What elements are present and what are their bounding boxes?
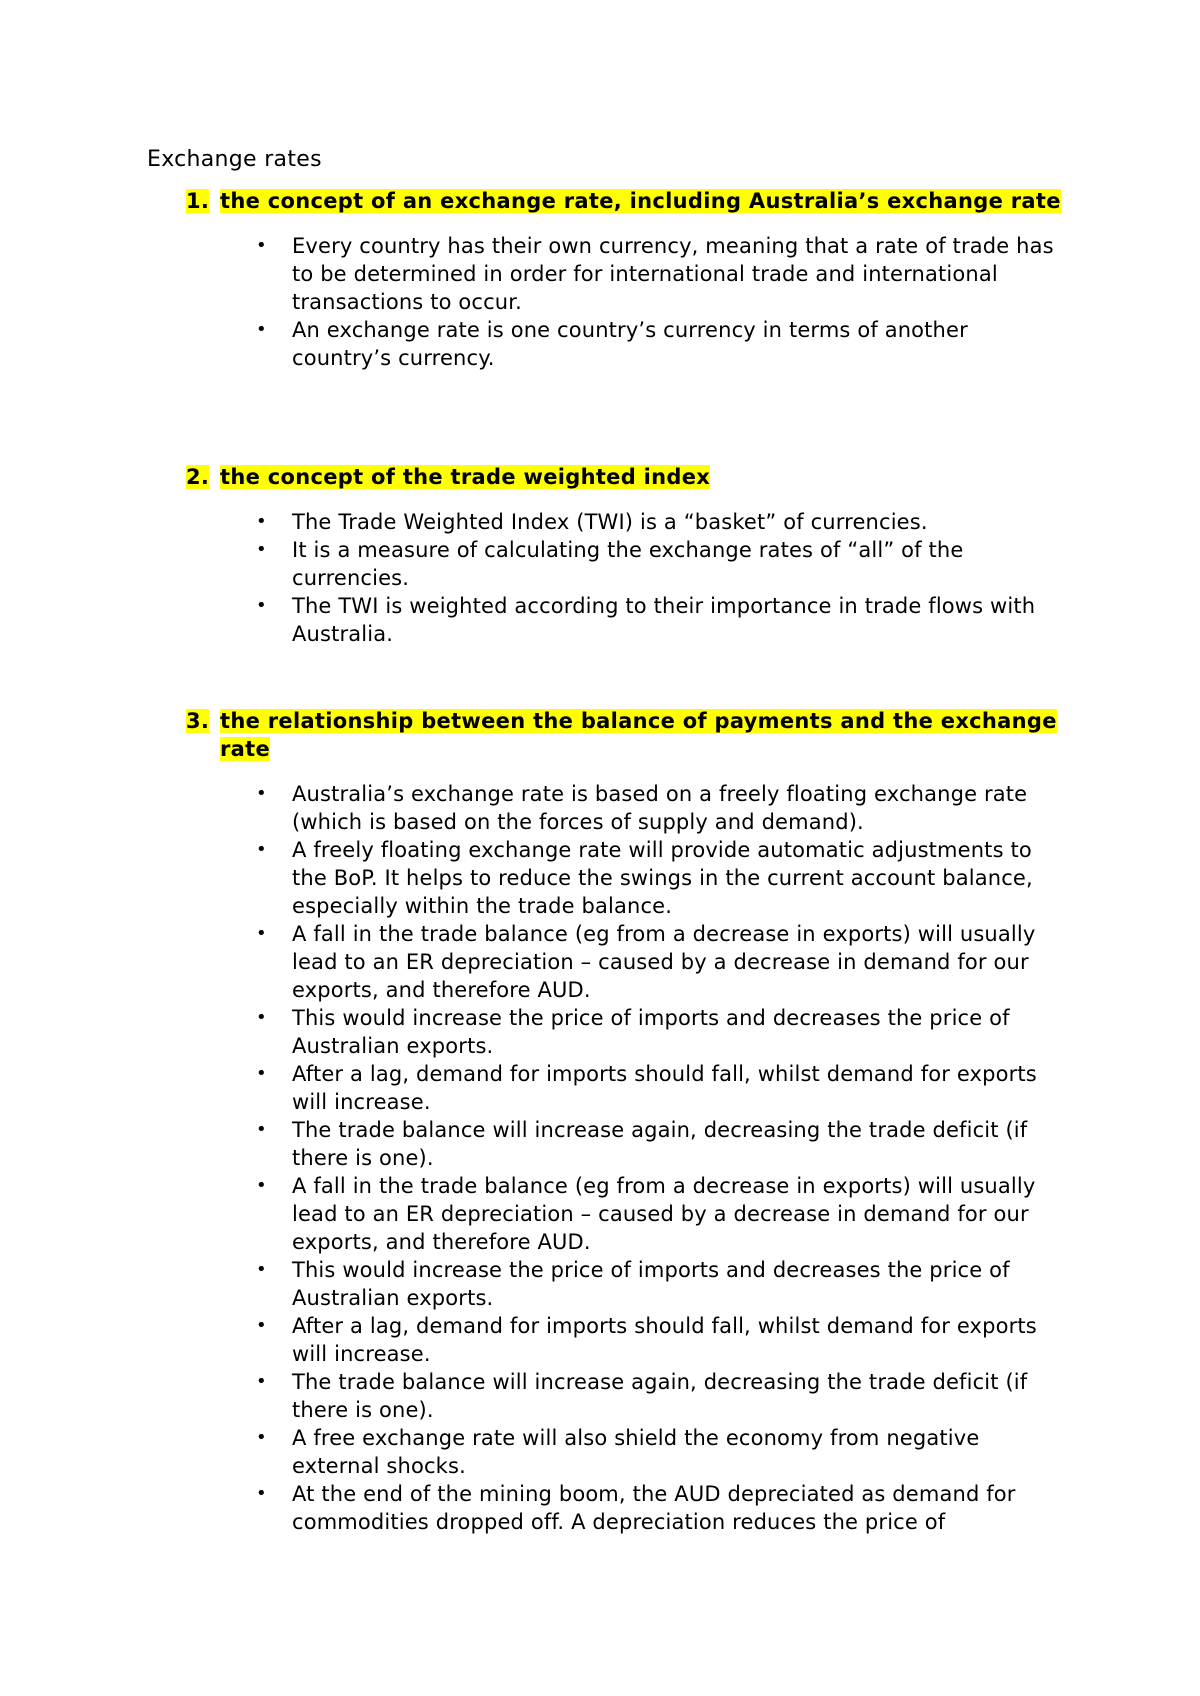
bullet-icon: • <box>256 923 267 944</box>
bullet-icon: • <box>256 539 267 560</box>
bullet-icon: • <box>256 319 267 340</box>
bullet-list <box>0 508 1200 648</box>
list-item: • Every country has their own currency, meaning that a rate of trade has to be determined in order for international trade and international transactions to occur. <box>256 234 1054 314</box>
bullet-icon: • <box>256 1315 267 1336</box>
section-3 <box>0 707 1200 1536</box>
section-1 <box>0 187 1200 372</box>
section-heading <box>186 707 1066 763</box>
list-item: • Australia’s exchange rate is based on a freely floating exchange rate (which is based on the forces of supply and demand). <box>256 782 1028 834</box>
bullet-icon: • <box>256 235 267 256</box>
section-heading <box>186 463 1066 491</box>
bullet-icon: • <box>256 1483 267 1504</box>
bullet-icon: • <box>256 1119 267 1140</box>
section-number: 1. <box>186 189 210 213</box>
list-item: • This would increase the price of imports and decreases the price of Australian exports. <box>256 1258 1010 1310</box>
bullet-icon: • <box>256 1063 267 1084</box>
list-item: • It is a measure of calculating the exchange rates of “all” of the currencies. <box>256 538 964 590</box>
section-heading <box>186 187 1066 215</box>
bullet-icon: • <box>256 783 267 804</box>
list-item: • A fall in the trade balance (eg from a decrease in exports) will usually lead to an ER depreciation – caused by a decrease in demand for our exports, and therefore AUD. <box>256 1174 1036 1254</box>
list-item: • A fall in the trade balance (eg from a decrease in exports) will usually lead to an ER depreciation – caused by a decrease in demand for our exports, and therefore AUD. <box>256 922 1036 1002</box>
bullet-icon: • <box>256 1371 267 1392</box>
bullet-icon: • <box>256 839 267 860</box>
section-heading-text: the relationship between the balance of payments and the exchange rate <box>220 709 1057 761</box>
list-item: • After a lag, demand for imports should fall, whilst demand for exports will increase. <box>256 1314 1037 1366</box>
bullet-icon: • <box>256 1427 267 1448</box>
section-number: 3. <box>186 709 210 733</box>
list-item: • This would increase the price of imports and decreases the price of Australian exports. <box>256 1006 1010 1058</box>
bullet-icon: • <box>256 1007 267 1028</box>
section-number: 2. <box>186 465 210 489</box>
bullet-icon: • <box>256 595 267 616</box>
bullet-list <box>0 232 1200 372</box>
list-item: • The trade balance will increase again, decreasing the trade deficit (if there is one). <box>256 1370 1028 1422</box>
list-item: • After a lag, demand for imports should fall, whilst demand for exports will increase. <box>256 1062 1037 1114</box>
list-item: • A free exchange rate will also shield the economy from negative external shocks. <box>256 1426 980 1478</box>
list-item: • At the end of the mining boom, the AUD depreciated as demand for commodities dropped off. A depreciation reduces the price of <box>256 1482 1016 1534</box>
list-item: • An exchange rate is one country’s currency in terms of another country’s currency. <box>256 318 968 370</box>
section-2 <box>0 463 1200 648</box>
bullet-icon: • <box>256 1259 267 1280</box>
list-item: • The TWI is weighted according to their importance in trade flows with Australia. <box>256 594 1036 646</box>
bullet-icon: • <box>256 1175 267 1196</box>
list-item: • The trade balance will increase again, decreasing the trade deficit (if there is one). <box>256 1118 1028 1170</box>
list-item: • A freely floating exchange rate will provide automatic adjustments to the BoP. It helps to reduce the swings in the current account balance, especially within the trade balance. <box>256 838 1033 918</box>
bullet-icon: • <box>256 511 267 532</box>
document-title: Exchange rates <box>147 147 322 172</box>
list-item: • The Trade Weighted Index (TWI) is a “basket” of currencies. <box>256 510 928 534</box>
section-heading-text: the concept of an exchange rate, including Australia’s exchange rate <box>220 189 1061 213</box>
bullet-list <box>0 780 1200 1536</box>
section-heading-text: the concept of the trade weighted index <box>220 465 711 489</box>
